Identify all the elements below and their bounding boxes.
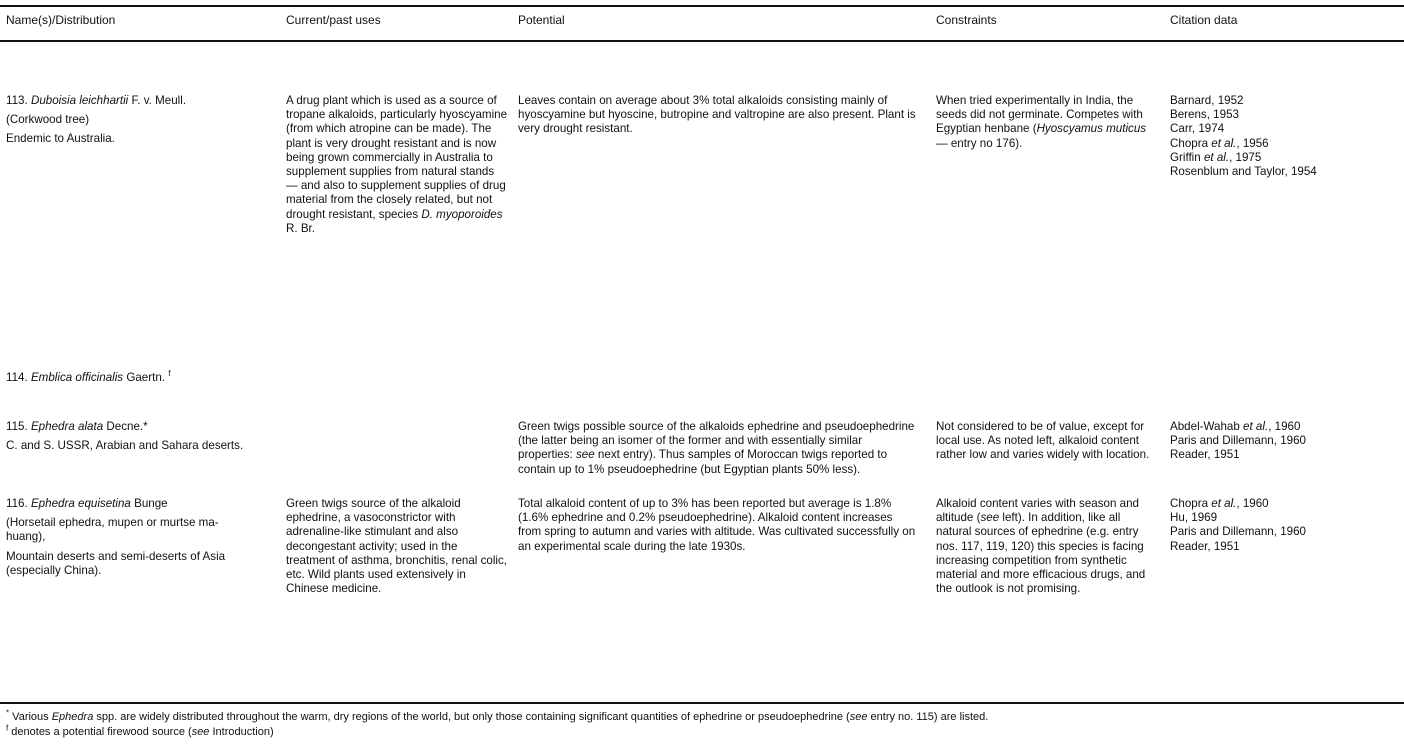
table-row-115-citations (1170, 420, 1400, 463)
citation: Carr, 1974 (1170, 122, 1225, 136)
citation: Paris and Dillemann, 1960 (1170, 434, 1306, 448)
species-authority: Gaertn. (126, 371, 165, 384)
citation: Griffin et al., 1975 (1170, 150, 1262, 164)
table-row-116-constraints: Alkaloid content varies with season and altitude (see left). In addition, like all natural sources of ephedrine (e.g. entry nos. 117, 119, 120) this species is facing increasing competition from synthetic material and more efficacious drugs, and the outlook is not promising. (936, 497, 1146, 596)
species-authority: Decne. (106, 420, 144, 433)
table-row-113-name (6, 94, 256, 147)
table-row-114-name (6, 371, 406, 385)
header-bottom-rule (0, 40, 1404, 42)
species-name: Emblica officinalis (30, 371, 124, 384)
header-potential: Potential (518, 13, 565, 27)
table-row-113-potential: Leaves contain on average about 3% total alkaloids consisting mainly of hyoscyamine but hyoscine, butropine and valtropine are also present. Plant is very drought resistant. (518, 94, 916, 136)
table-row-113-uses: A drug plant which is used as a source of tropane alkaloids, particularly hyoscyamine (from which atropine can be made). The plant is very drought resistant and is now being grown commercially in Australia to supplement supplies from natural stands — and also to supplement supplies of drug material from the closely related, but not drought resistant, species D. myoporoides R. Br. (286, 94, 508, 235)
footnote-marker: * (143, 420, 148, 433)
citation: Rosenblum and Taylor, 1954 (1170, 165, 1317, 179)
related-species: D. myoporoides (421, 207, 503, 221)
species-authority: F. v. Meull. (131, 94, 187, 107)
table-top-rule (0, 5, 1404, 7)
citation: Abdel-Wahab et al., 1960 (1170, 420, 1301, 433)
table-row-113-constraints: When tried experimentally in India, the seeds did not germinate. Competes with Egyptian henbane (Hyoscyamus muticus — entry no 176). (936, 94, 1147, 150)
common-name: (Corkwood tree) (6, 113, 90, 127)
table-row-113-citations (1170, 94, 1400, 179)
species-name: Duboisia leichhartii (30, 94, 129, 107)
species-name: Ephedra equisetina (30, 497, 131, 510)
distribution: Endemic to Australia. (6, 132, 115, 146)
species-authority: Bunge (134, 497, 168, 510)
footnote-firewood: $^f$ denotes a potential firewood source (see Introduction) (6, 723, 274, 738)
citation: Chopra et al., 1956 (1170, 136, 1269, 150)
entry-number: 113. (6, 94, 28, 107)
table-row-116-citations (1170, 497, 1400, 554)
citation: Chopra et al., 1960 (1170, 497, 1269, 510)
citation: Reader, 1951 (1170, 448, 1240, 462)
table-row-115-constraints: Not considered to be of value, except for local use. As noted left, alkaloid content rather low and varies widely with location. (936, 420, 1150, 462)
header-names-distribution: Name(s)/Distribution (6, 13, 116, 27)
table-row-115-name (6, 420, 256, 453)
distribution: Mountain deserts and semi-deserts of Asia (especially China). (6, 549, 226, 577)
common-name: (Horsetail ephedra, mupen or murtse ma-huang), (6, 516, 219, 544)
species-name: Ephedra alata (30, 420, 104, 433)
header-constraints: Constraints (936, 13, 997, 27)
footnote-rule (0, 702, 1404, 704)
entry-number: 114. (6, 371, 28, 384)
table-row-116-potential: Total alkaloid content of up to 3% has been reported but average is 1.8% (1.6% ephedrine and 0.2% pseudoephedrine). Alkaloid content increases from spring to autumn and varies with altitude. Was cultivated successfully on an experimental scale during the late 1930s. (518, 497, 916, 553)
footnote-ephedra: * Various Ephedra spp. are widely distributed throughout the warm, dry regions of the world, but only those containing significant quantities of ephedrine or pseudoephedrine (see entry no. 115) are listed. (6, 708, 989, 723)
header-current-uses: Current/past uses (286, 13, 381, 27)
table-row-116-name (6, 497, 256, 578)
distribution: C. and S. USSR, Arabian and Sahara deserts. (6, 439, 244, 453)
citation: Hu, 1969 (1170, 511, 1218, 525)
table-row-116-uses: Green twigs source of the alkaloid ephedrine, a vasoconstrictor with adrenaline-like stimulant and also decongestant activity; used in the treatment of asthma, bronchitis, renal colic, etc. Wild plants used extensively in Chinese medicine. (286, 497, 508, 596)
citation: Barnard, 1952 (1170, 94, 1244, 107)
citation: Paris and Dillemann, 1960 (1170, 525, 1306, 539)
entry-number: 116. (6, 497, 28, 510)
citation: Reader, 1951 (1170, 539, 1240, 553)
citation: Berens, 1953 (1170, 108, 1239, 122)
header-citation-data: Citation data (1170, 13, 1238, 27)
firewood-marker: f (168, 369, 171, 379)
entry-number: 115. (6, 420, 28, 433)
table-row-115-potential: Green twigs possible source of the alkaloids ephedrine and pseudoephedrine (the latter being an isomer of the former and with essentially similar properties: see next entry). Thus samples of Moroccan twigs reported to contain up to 1% pseudoephedrine (but Egyptian plants 50% less). (518, 420, 915, 476)
